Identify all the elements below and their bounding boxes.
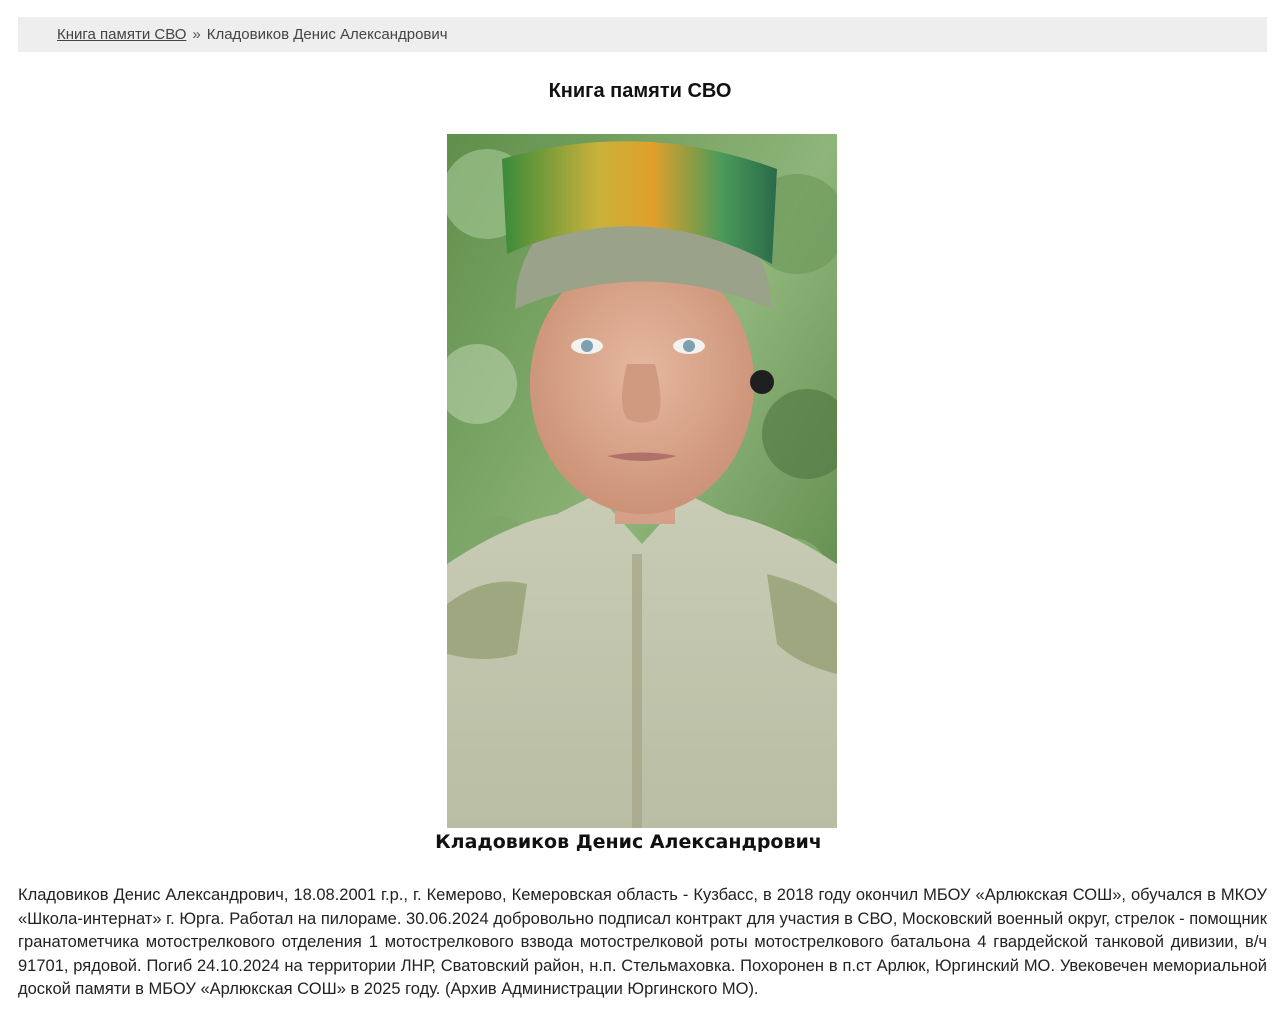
biography-text: Кладовиков Денис Александрович, 18.08.2001 г.р., г. Кемерово, Кемеровская область - Кузбасс, в 2018 году окончил МБОУ «Арлюкская СОШ», обучался в МКОУ «Школа-интернат» г. Юрга. Работал на пилораме. 30.06.2024 добровольно подписал контракт для участия в СВО, Московский военный округ, стрелок - помощник гранатометчика мотострелкового отделения 1 мотострелкового взвода мотострелковой роты мотострелкового батальона 4 гвардейской танковой дивизии, в/ч 91701, рядовой. Погиб 24.10.2024 на территории ЛНР, Сватовский район, н.п. Стельмаховка. Похоронен в п.ст Арлюк, Юргинский МО. Увековечен мемориальной доской памяти в МБОУ «Арлюкская СОШ» в 2025 году. (Архив Администрации Юргинского МО). — [18, 886, 1267, 998]
portrait-photo — [447, 134, 837, 828]
breadcrumb-current: Кладовиков Денис Александрович — [206, 26, 448, 43]
breadcrumb — [18, 17, 1267, 52]
page-title: Книга памяти СВО — [548, 80, 732, 102]
breadcrumb-link-memory-book[interactable]: Книга памяти СВО — [57, 26, 187, 43]
breadcrumb-separator: » — [192, 26, 201, 43]
person-name: Кладовиков Денис Александрович — [435, 831, 822, 853]
